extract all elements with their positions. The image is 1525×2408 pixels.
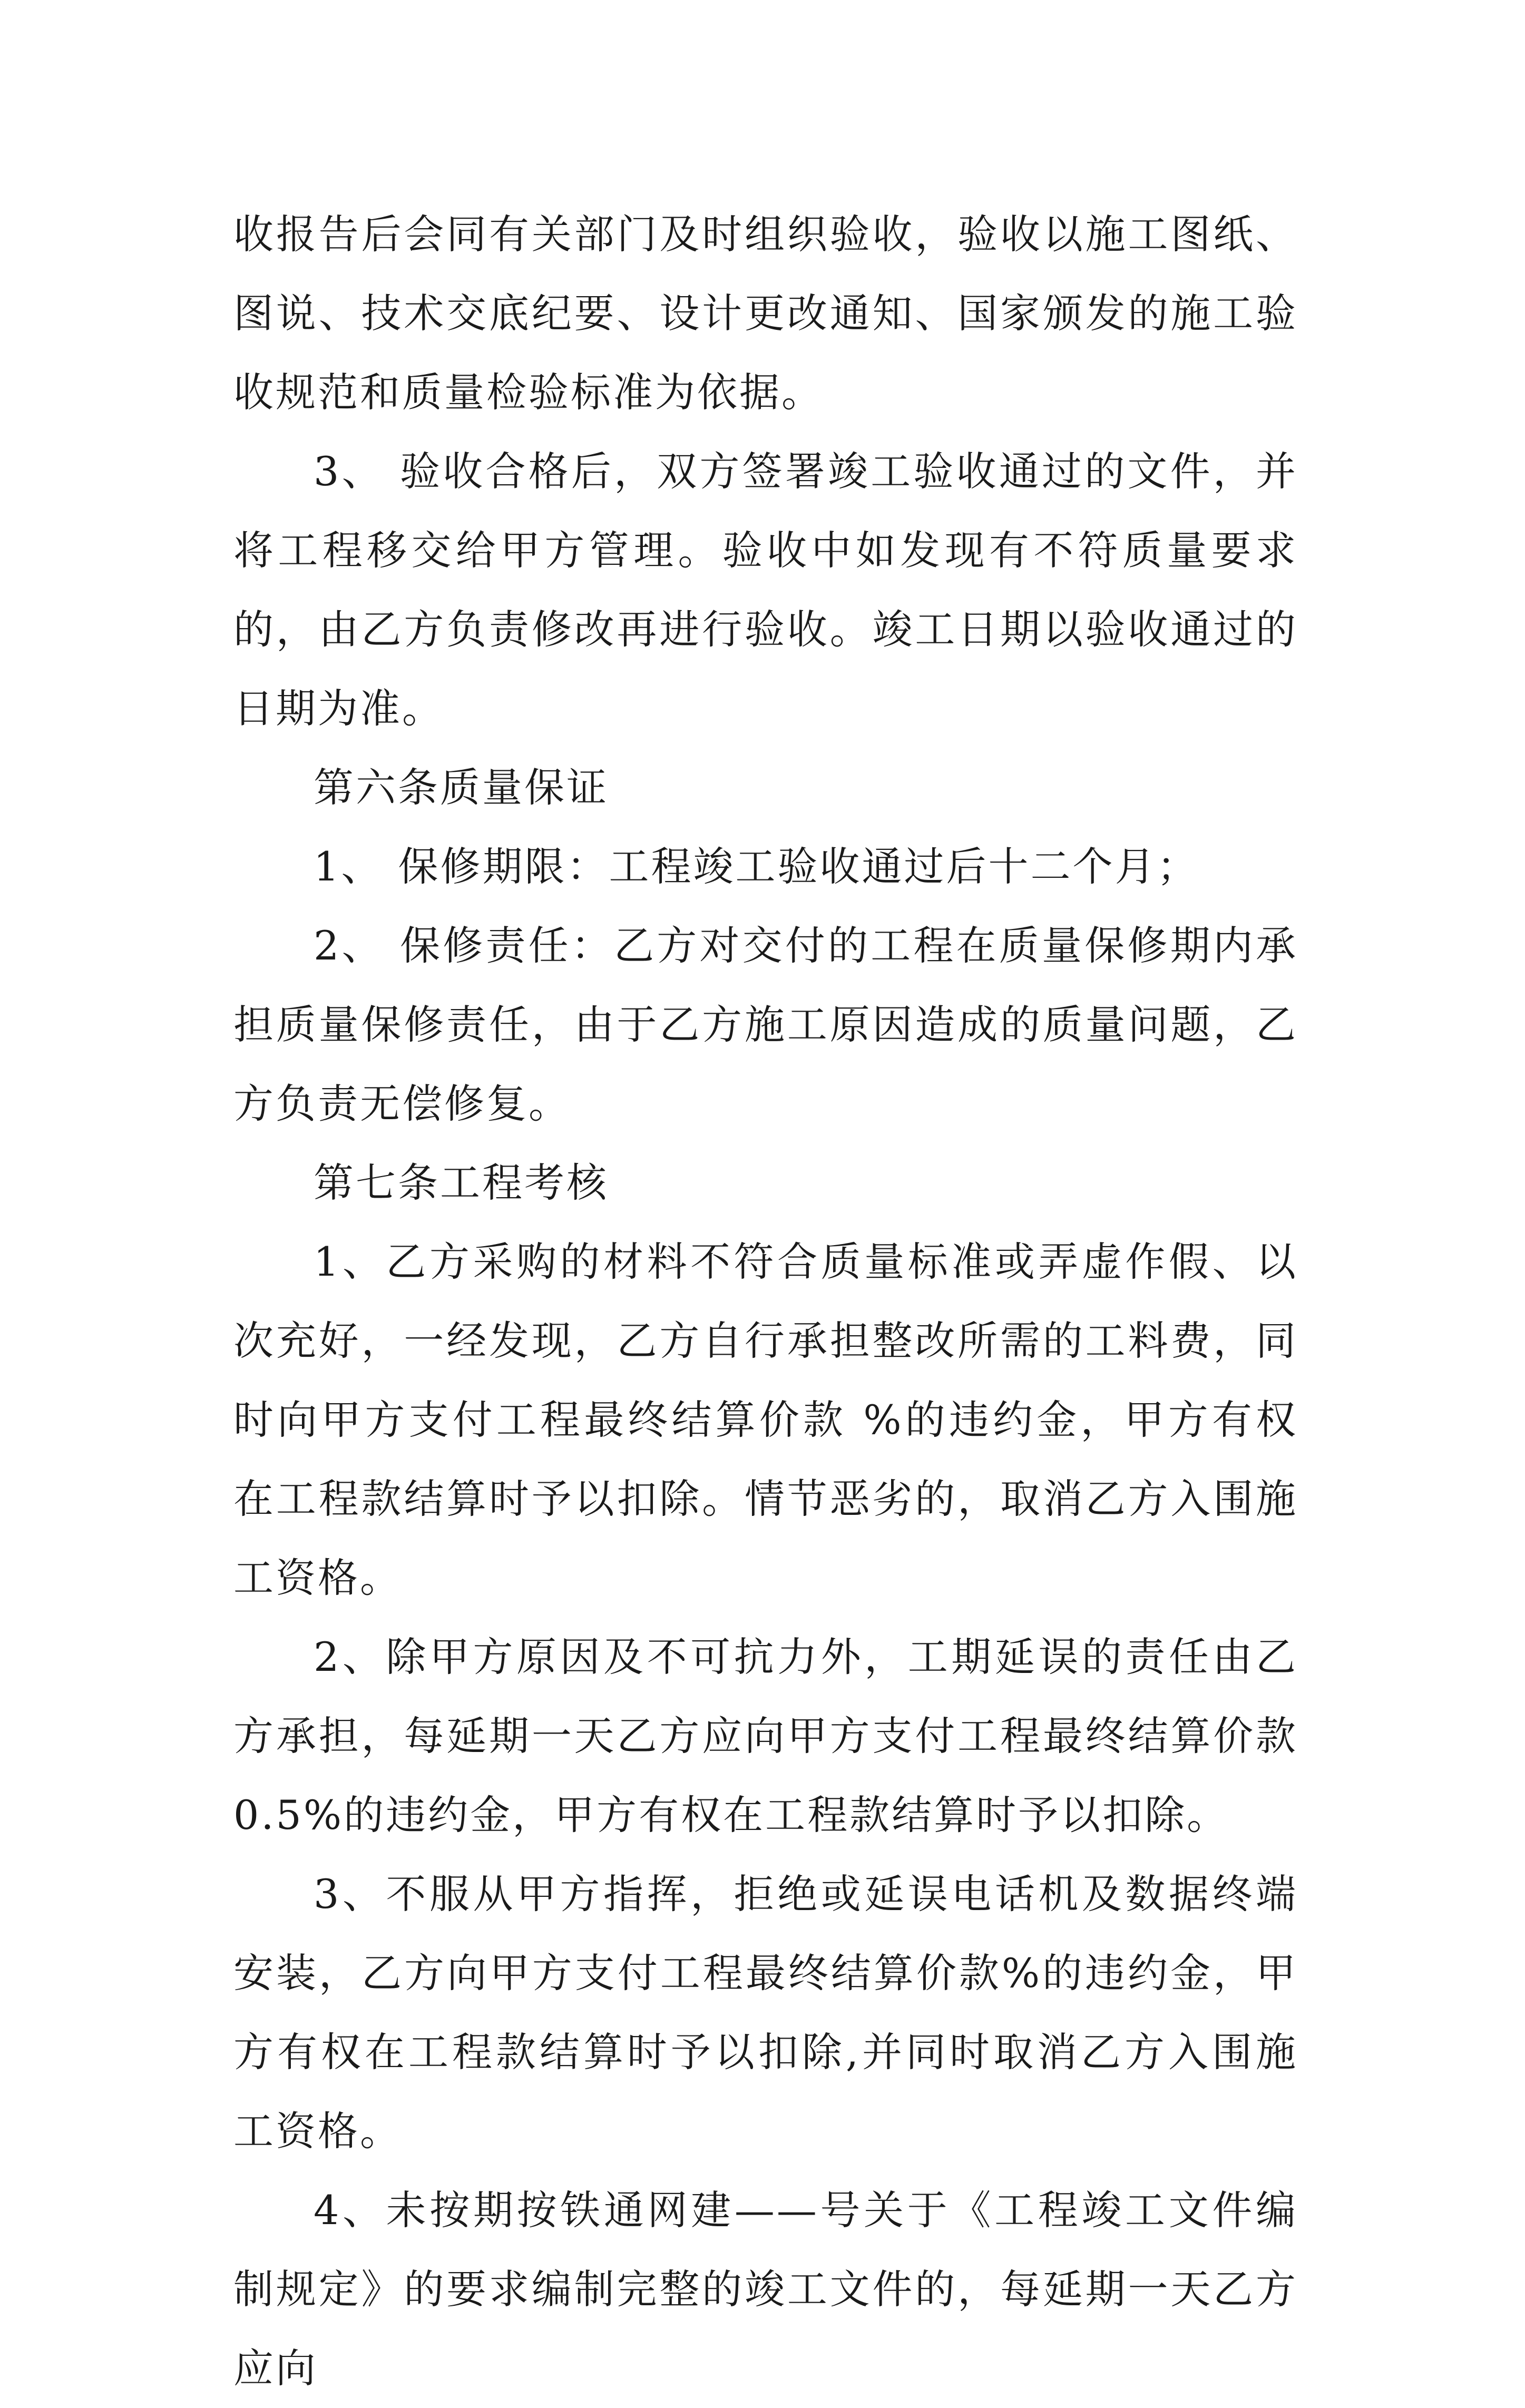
paragraph-acceptance-continuation: 收报告后会同有关部门及时组织验收，验收以施工图纸、图说、技术交底纪要、设计更改通知、国家颁发的施工验收规范和质量检验标准为依据。 <box>233 211 1298 416</box>
section-heading-quality-guarantee: 第六条质量保证 <box>314 764 609 811</box>
document-body <box>233 195 1298 2408</box>
paragraph-assessment-item-4: 4、未按期按铁通网建——号关于《工程竣工文件编制规定》的要求编制完整的竣工文件的，每延期一天乙方应向 <box>233 2187 1298 2392</box>
paragraph-assessment-item-2: 2、除甲方原因及不可抗力外，工期延误的责任由乙方承担，每延期一天乙方应向甲方支付工程最终结算价款 0.5%的违约金，甲方有权在工程款结算时予以扣除。 <box>233 1633 1298 1838</box>
paragraph-acceptance-item-3: 3、 验收合格后，双方签署竣工验收通过的文件，并将工程移交给甲方管理。验收中如发现有不符质量要求的，由乙方负责修改再进行验收。竣工日期以验收通过的日期为准。 <box>233 448 1298 732</box>
paragraph-assessment-item-1: 1、乙方采购的材料不符合质量标准或弄虚作假、以次充好，一经发现，乙方自行承担整改所需的工料费，同时向甲方支付工程最终结算价款 %的违约金，甲方有权在工程款结算时予以扣除。情节恶劣的，取消乙方入围施工资格。 <box>233 1238 1298 1601</box>
section-heading-project-assessment: 第七条工程考核 <box>314 1159 609 1206</box>
paragraph-warranty-responsibility: 2、 保修责任：乙方对交付的工程在质量保修期内承担质量保修责任，由于乙方施工原因造成的质量问题，乙方负责无偿修复。 <box>233 922 1298 1127</box>
paragraph-assessment-item-3: 3、不服从甲方指挥，拒绝或延误电话机及数据终端安装，乙方向甲方支付工程最终结算价款%的违约金，甲方有权在工程款结算时予以扣除,并同时取消乙方入围施工资格。 <box>233 1871 1298 2155</box>
paragraph-warranty-period: 1、 保修期限：工程竣工验收通过后十二个月； <box>314 843 1199 890</box>
